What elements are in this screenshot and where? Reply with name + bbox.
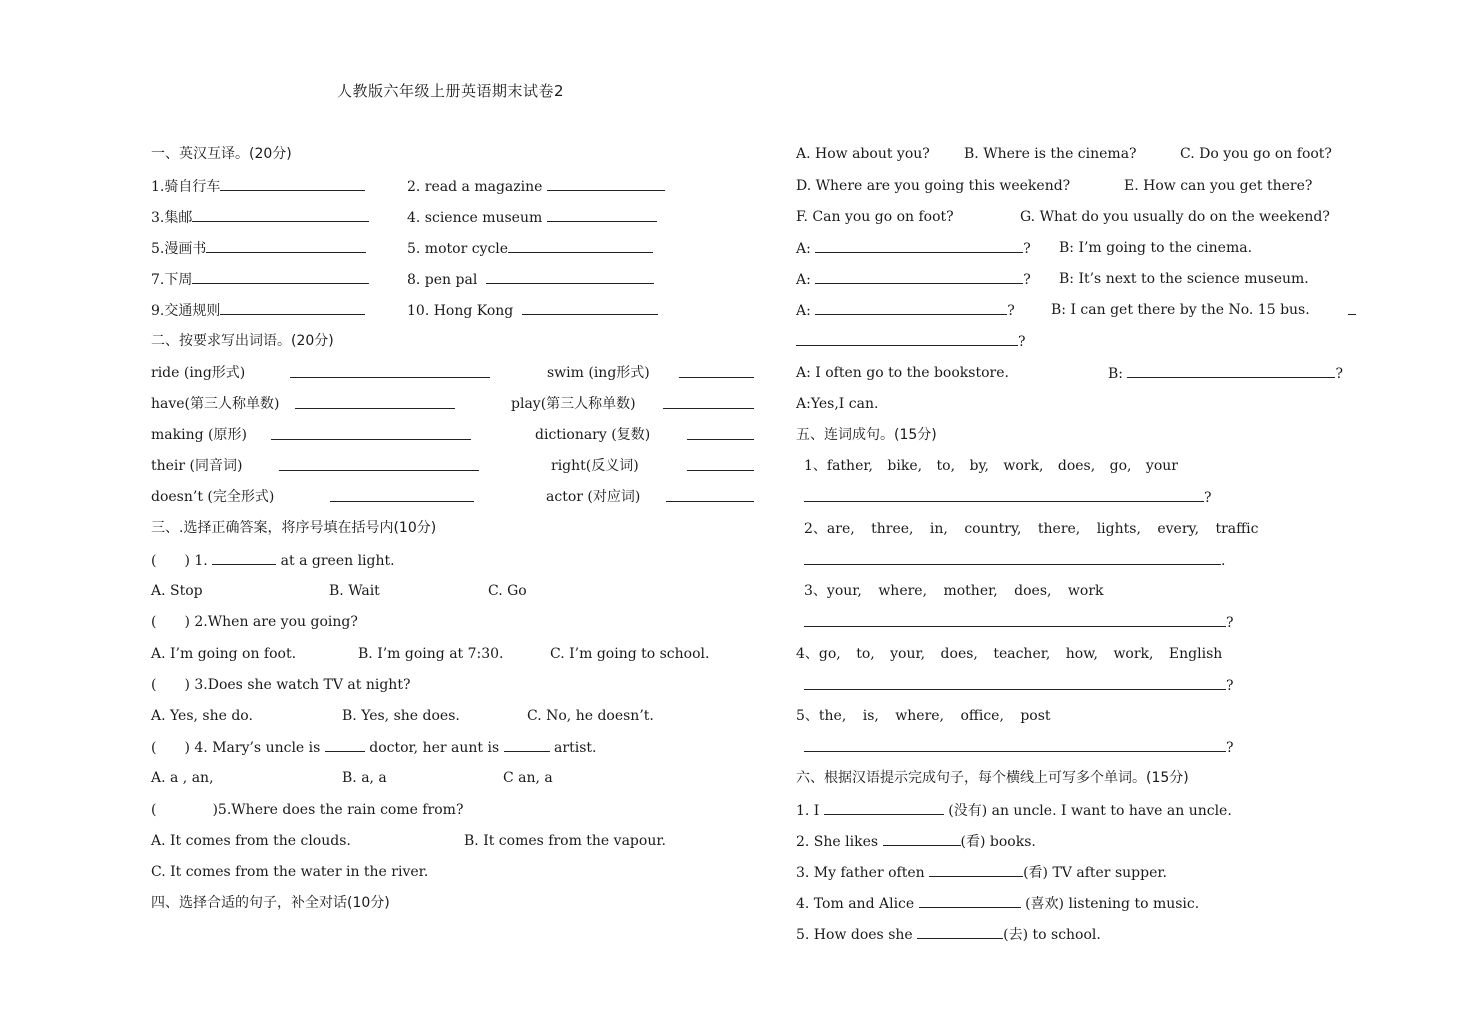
s4-opt-f: F. Can you go on foot? [796, 209, 954, 225]
answer-blank[interactable] [663, 394, 754, 409]
s4-opt-g: G. What do you usually do on the weekend? [1020, 209, 1330, 225]
s1-item-6-text: 5. motor cycle [407, 241, 509, 257]
answer-blank[interactable] [815, 238, 1023, 253]
answer-blank[interactable] [290, 363, 490, 378]
s1-item-7-text: 7.下周 [151, 272, 193, 288]
s3-q3-opt-c: C. No, he doesn’t. [527, 708, 654, 724]
s3-q1-opt-c: C. Go [488, 583, 527, 599]
s3-q1-opt-b: B. Wait [329, 583, 380, 599]
s2-item-3-text: have(第三人称单数) [151, 396, 280, 412]
s4-d1-q: ? [1023, 241, 1031, 257]
s1-item-4 [407, 207, 657, 227]
s6-item-3-a: 3. My father often [796, 865, 925, 881]
answer-paren[interactable]: ( ) [151, 614, 190, 630]
s1-item-5-text: 5.漫画书 [151, 241, 207, 257]
s1-item-1-text: 1.骑自行车 [151, 179, 221, 195]
s1-item-7 [151, 269, 369, 289]
s3-q2-text: 2.When are you going? [194, 614, 358, 630]
s5-words-1: 1、father, bike, to, by, work, does, go, your [804, 458, 1178, 474]
answer-blank[interactable] [486, 269, 654, 284]
s1-item-3-text: 3.集邮 [151, 210, 193, 226]
s3-q4-text-a: 4. Mary’s uncle is [194, 740, 321, 756]
s1-item-10 [407, 300, 658, 320]
answer-blank[interactable] [192, 207, 369, 222]
section-5-heading: 五、连词成句。(15分) [796, 427, 937, 443]
s2-item-2-text: swim (ing形式) [547, 365, 650, 381]
s2-item-8-text: right(反义词) [551, 458, 639, 474]
answer-blank[interactable] [330, 487, 474, 502]
answer-blank[interactable] [547, 207, 657, 222]
answer-blank[interactable] [295, 394, 455, 409]
answer-blank[interactable] [279, 456, 479, 471]
s4-d5: A:Yes,I can. [796, 396, 879, 412]
s5-words-2: 2、are, three, in, country, there, lights, every, traffic [804, 521, 1259, 537]
s5-end-5: ? [1226, 740, 1234, 756]
s4-d4-q: ? [1335, 366, 1343, 382]
answer-blank[interactable] [220, 300, 365, 315]
s6-item-5-a: 5. How does she [796, 927, 913, 943]
s6-item-1-a: 1. I [796, 803, 820, 819]
s3-q4-text-b: doctor, her aunt is [369, 740, 500, 756]
s2-item-6-text: dictionary (复数) [535, 427, 651, 443]
s4-d3-q: ? [1007, 303, 1015, 319]
s5-answer-2 [804, 550, 1225, 570]
s2-item-5-text: making (原形) [151, 427, 247, 443]
answer-blank[interactable] [804, 675, 1226, 690]
s4-opt-d: D. Where are you going this weekend? [796, 178, 1071, 194]
s3-q5-opt-b: B. It comes from the vapour. [464, 833, 666, 849]
s6-item-4-a: 4. Tom and Alice [796, 896, 915, 912]
answer-blank[interactable] [815, 269, 1023, 284]
section-3-heading: 三、.选择正确答案，将序号填在括号内(10分) [151, 520, 437, 536]
answer-blank[interactable] [271, 425, 471, 440]
s5-end-3: ? [1226, 615, 1234, 631]
s3-q3-text: 3.Does she watch TV at night? [194, 677, 411, 693]
s2-item-7-text: their (同音词) [151, 458, 243, 474]
s4-opt-a: A. How about you? [796, 146, 930, 162]
s4-d2-b: B: It’s next to the science museum. [1059, 271, 1309, 287]
s5-words-5: 5、the, is, where, office, post [796, 708, 1051, 724]
answer-blank[interactable] [220, 176, 365, 191]
s3-q4 [151, 737, 596, 757]
s3-q1-num: 1. [194, 553, 208, 569]
s4-d2-a: A: [796, 272, 811, 288]
answer-blank[interactable] [508, 238, 653, 253]
s1-item-2-text: 2. read a magazine [407, 179, 543, 195]
section-4-heading: 四、选择合适的句子，补全对话(10分) [151, 895, 390, 911]
s6-item-5 [796, 924, 1101, 944]
s5-words-3: 3、your, where, mother, does, work [804, 583, 1104, 599]
answer-paren[interactable]: ( ) [151, 740, 190, 756]
answer-paren[interactable]: ( [151, 802, 157, 818]
answer-blank[interactable] [929, 862, 1023, 877]
s3-q2-opt-a: A. I’m going on foot. [151, 646, 297, 662]
s4-opt-c: C. Do you go on foot? [1180, 146, 1332, 162]
s3-q4-opt-c: C an, a [503, 770, 553, 786]
s6-item-2-a: 2. She likes [796, 834, 879, 850]
s6-item-4 [796, 893, 1199, 913]
s6-item-3-b: (看) TV after supper. [1023, 865, 1167, 881]
s2-item-9-text: doesn’t (完全形式) [151, 489, 275, 505]
s3-q1 [151, 550, 395, 570]
s1-item-4-text: 4. science museum [407, 210, 543, 226]
s4-d1-a: A: [796, 241, 811, 257]
s6-item-2-b: (看) books. [960, 834, 1036, 850]
s3-q2-opt-b: B. I’m going at 7:30. [358, 646, 504, 662]
answer-blank[interactable] [815, 300, 1007, 315]
answer-blank[interactable] [679, 363, 754, 378]
s2-item-10-text: actor (对应词) [546, 489, 641, 505]
s3-q5-opt-c: C. It comes from the water in the river. [151, 864, 429, 880]
answer-blank[interactable] [1348, 300, 1356, 315]
s6-item-4-b: (喜欢) listening to music. [1025, 896, 1200, 912]
section-6-heading: 六、根据汉语提示完成句子，每个横线上可写多个单词。(15分) [796, 770, 1189, 786]
s4-dialog-3 [796, 300, 1015, 320]
answer-blank[interactable] [804, 612, 1226, 627]
s6-item-2 [796, 831, 1036, 851]
s1-item-2 [407, 176, 665, 196]
s1-item-1 [151, 176, 365, 196]
s5-end-2: . [1221, 553, 1226, 569]
s3-q3-opt-a: A. Yes, she do. [151, 708, 253, 724]
answer-blank[interactable] [883, 831, 961, 846]
s4-d4-b: B: [1108, 366, 1124, 382]
s5-words-4: 4、go, to, your, does, teacher, how, work, English [796, 646, 1223, 662]
s4-dialog-4 [1108, 363, 1343, 383]
answer-blank[interactable] [796, 331, 1018, 346]
answer-paren[interactable]: ( ) [151, 677, 190, 693]
answer-blank[interactable] [824, 800, 944, 815]
s3-q4-opt-b: B. a, a [342, 770, 387, 786]
answer-blank[interactable] [212, 550, 276, 565]
answer-blank[interactable] [804, 550, 1221, 565]
answer-blank[interactable] [206, 238, 366, 253]
answer-blank[interactable] [547, 176, 665, 191]
s1-item-6 [407, 238, 653, 258]
s3-q2-opt-c: C. I’m going to school. [550, 646, 710, 662]
s1-item-9 [151, 300, 365, 320]
s3-q3-opt-b: B. Yes, she does. [342, 708, 460, 724]
s4-d3-a: A: [796, 303, 811, 319]
s6-item-1-b: (没有) an uncle. I want to have an uncle. [948, 803, 1232, 819]
answer-blank[interactable] [804, 737, 1226, 752]
s1-item-8-text: 8. pen pal [407, 272, 478, 288]
answer-blank[interactable] [192, 269, 369, 284]
s4-opt-e: E. How can you get there? [1124, 178, 1313, 194]
answer-blank[interactable] [917, 924, 1003, 939]
s2-item-4-text: play(第三人称单数) [511, 396, 636, 412]
s3-q1-text: at a green light. [280, 553, 395, 569]
answer-blank[interactable] [1127, 363, 1335, 378]
s4-d1-b: B: I’m going to the cinema. [1059, 240, 1253, 256]
s3-q5 [151, 800, 463, 820]
s3-q4-text-c: artist. [554, 740, 597, 756]
s1-item-10-text: 10. Hong Kong [407, 303, 514, 319]
s1-item-9-text: 9.交通规则 [151, 303, 221, 319]
s6-item-5-b: (去) to school. [1003, 927, 1101, 943]
s4-d3-cont-q: ? [1018, 334, 1026, 350]
s4-d4-a: A: I often go to the bookstore. [796, 365, 1009, 381]
answer-blank[interactable] [666, 487, 754, 502]
s4-opt-b: B. Where is the cinema? [964, 146, 1137, 162]
s3-q4-opt-a: A. a , an, [151, 770, 214, 786]
answer-blank[interactable] [325, 737, 365, 752]
s1-item-3 [151, 207, 369, 227]
answer-blank[interactable] [687, 425, 754, 440]
s5-end-1: ? [1204, 490, 1212, 506]
s5-answer-3 [804, 612, 1234, 632]
s1-item-8 [407, 269, 654, 289]
answer-blank[interactable] [919, 893, 1021, 908]
s5-end-4: ? [1226, 678, 1234, 694]
s4-dialog-1 [796, 238, 1031, 258]
s5-answer-1 [804, 487, 1212, 507]
s3-q2 [151, 612, 358, 632]
s6-item-3 [796, 862, 1167, 882]
page-title: 人教版六年级上册英语期末试卷2 [337, 82, 565, 100]
s4-dialog-2 [796, 269, 1031, 289]
s3-q5-text: )5.Where does the rain come from? [212, 802, 464, 818]
section-1-heading: 一、英汉互译。(20分) [151, 146, 292, 162]
answer-blank[interactable] [804, 487, 1204, 502]
s6-item-1 [796, 800, 1232, 820]
s3-q3 [151, 675, 410, 695]
s2-item-1-text: ride (ing形式) [151, 365, 246, 381]
s1-item-5 [151, 238, 366, 258]
s4-dialog-3-cont [796, 331, 1026, 351]
answer-blank[interactable] [522, 300, 658, 315]
s3-q1-opt-a: A. Stop [151, 583, 203, 599]
s5-answer-5 [804, 737, 1234, 757]
answer-blank[interactable] [504, 737, 550, 752]
section-2-heading: 二、按要求写出词语。(20分) [151, 333, 334, 349]
s4-d2-q: ? [1023, 272, 1031, 288]
answer-blank[interactable] [687, 456, 754, 471]
s5-answer-4 [804, 675, 1234, 695]
s3-q5-opt-a: A. It comes from the clouds. [151, 833, 351, 849]
answer-paren[interactable]: ( ) [151, 553, 190, 569]
s4-d3-b: B: I can get there by the No. 15 bus. [1051, 302, 1310, 318]
